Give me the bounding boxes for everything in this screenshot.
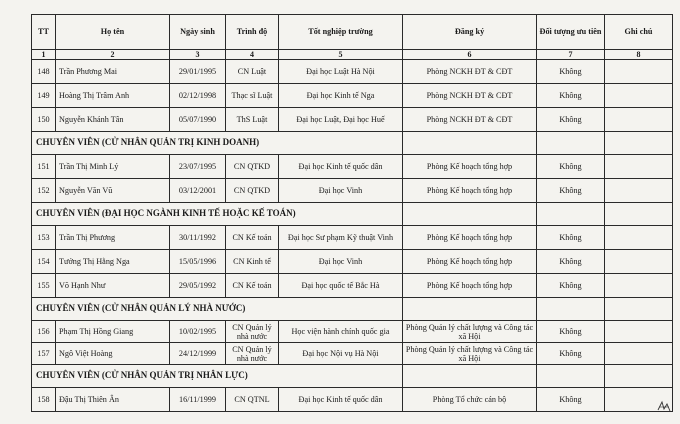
candidate-table: [31, 14, 673, 412]
table-row: [32, 250, 673, 274]
section-empty-cell: [403, 298, 537, 321]
cell-prio: Không: [537, 60, 605, 84]
cell-reg: Phòng NCKH ĐT & CĐT: [403, 60, 537, 84]
section-title: CHUYÊN VIÊN (CỬ NHÂN QUẢN LÝ NHÀ NƯỚC): [32, 298, 403, 321]
cell-tt: 152: [32, 179, 56, 203]
column-number-dob: 3: [170, 50, 226, 60]
cell-note: [605, 179, 673, 203]
table-row: [32, 321, 673, 343]
cell-reg: Phòng Kế hoạch tổng hợp: [403, 250, 537, 274]
cell-name: Trần Thị Minh Lý: [56, 155, 170, 179]
cell-prio: Không: [537, 274, 605, 298]
section-empty-cell: [537, 132, 605, 155]
cell-note: [605, 321, 673, 343]
cell-school: Đại học Vinh: [279, 179, 403, 203]
column-header-tt: TT: [32, 15, 56, 50]
cell-prio: Không: [537, 343, 605, 365]
cell-school: Đại học Luật, Đại học Huế: [279, 108, 403, 132]
cell-reg: Phòng NCKH ĐT & CĐT: [403, 84, 537, 108]
cell-school: Đại học Kinh tế Nga: [279, 84, 403, 108]
table-body: [32, 60, 673, 412]
section-empty-cell: [403, 365, 537, 388]
cell-level: CN QTKD: [226, 179, 279, 203]
cell-dob: 16/11/1999: [170, 388, 226, 412]
cell-level: CN QTKD: [226, 155, 279, 179]
section-empty-cell: [605, 203, 673, 226]
column-number-tt: 1: [32, 50, 56, 60]
column-header-prio: Đối tượng ưu tiên: [537, 15, 605, 50]
cell-tt: 148: [32, 60, 56, 84]
cell-name: Đậu Thị Thiên Ân: [56, 388, 170, 412]
cell-name: Nguyễn Khánh Tân: [56, 108, 170, 132]
cell-dob: 30/11/1992: [170, 226, 226, 250]
cell-level: CN Quản lý nhà nước: [226, 343, 279, 365]
section-row: [32, 203, 673, 226]
section-row: [32, 298, 673, 321]
column-header-note: Ghi chú: [605, 15, 673, 50]
table-row: [32, 108, 673, 132]
cell-prio: Không: [537, 321, 605, 343]
cell-dob: 24/12/1999: [170, 343, 226, 365]
column-header-school: Tốt nghiệp trường: [279, 15, 403, 50]
table-row: [32, 155, 673, 179]
section-row: [32, 132, 673, 155]
cell-name: Hoàng Thị Trâm Anh: [56, 84, 170, 108]
cell-reg: Phòng Tổ chức cán bộ: [403, 388, 537, 412]
cell-dob: 05/07/1990: [170, 108, 226, 132]
column-number-name: 2: [56, 50, 170, 60]
handwritten-mark-icon: [656, 398, 672, 414]
cell-school: Đại học quốc tế Bắc Hà: [279, 274, 403, 298]
cell-dob: 02/12/1998: [170, 84, 226, 108]
cell-tt: 157: [32, 343, 56, 365]
cell-note: [605, 155, 673, 179]
cell-prio: Không: [537, 84, 605, 108]
column-header-dob: Ngày sinh: [170, 15, 226, 50]
cell-school: Đại học Sư phạm Kỹ thuật Vinh: [279, 226, 403, 250]
cell-school: Đại học Luật Hà Nội: [279, 60, 403, 84]
cell-tt: 149: [32, 84, 56, 108]
column-header-name: Họ tên: [56, 15, 170, 50]
column-header-reg: Đăng ký: [403, 15, 537, 50]
column-number-prio: 7: [537, 50, 605, 60]
table-row: [32, 388, 673, 412]
cell-prio: Không: [537, 226, 605, 250]
section-empty-cell: [605, 298, 673, 321]
cell-tt: 158: [32, 388, 56, 412]
section-title: CHUYÊN VIÊN (CỬ NHÂN QUẢN TRỊ KINH DOANH): [32, 132, 403, 155]
cell-prio: Không: [537, 179, 605, 203]
cell-prio: Không: [537, 388, 605, 412]
cell-dob: 10/02/1995: [170, 321, 226, 343]
cell-note: [605, 343, 673, 365]
cell-name: Trần Thị Phương: [56, 226, 170, 250]
cell-tt: 151: [32, 155, 56, 179]
cell-level: CN Kinh tế: [226, 250, 279, 274]
cell-school: Đại học Nội vụ Hà Nội: [279, 343, 403, 365]
cell-name: Ngô Việt Hoàng: [56, 343, 170, 365]
section-title: CHUYÊN VIÊN (CỬ NHÂN QUẢN TRỊ NHÂN LỰC): [32, 365, 403, 388]
cell-dob: 23/07/1995: [170, 155, 226, 179]
column-number-reg: 6: [403, 50, 537, 60]
candidate-list-sheet: [31, 14, 673, 412]
cell-school: Đại học Vinh: [279, 250, 403, 274]
cell-tt: 150: [32, 108, 56, 132]
cell-dob: 03/12/2001: [170, 179, 226, 203]
column-header-level: Trình độ: [226, 15, 279, 50]
cell-dob: 15/05/1996: [170, 250, 226, 274]
cell-dob: 29/01/1995: [170, 60, 226, 84]
cell-dob: 29/05/1992: [170, 274, 226, 298]
cell-tt: 154: [32, 250, 56, 274]
cell-school: Đại học Kinh tế quốc dân: [279, 155, 403, 179]
cell-note: [605, 108, 673, 132]
cell-level: Thạc sĩ Luật: [226, 84, 279, 108]
section-empty-cell: [537, 203, 605, 226]
column-number-level: 4: [226, 50, 279, 60]
cell-note: [605, 84, 673, 108]
cell-level: CN QTNL: [226, 388, 279, 412]
cell-level: ThS Luật: [226, 108, 279, 132]
table-row: [32, 226, 673, 250]
cell-school: Đại học Kinh tế quốc dân: [279, 388, 403, 412]
section-row: [32, 365, 673, 388]
header-row: [32, 15, 673, 50]
cell-note: [605, 274, 673, 298]
section-empty-cell: [605, 365, 673, 388]
column-number-note: 8: [605, 50, 673, 60]
cell-reg: Phòng Kế hoạch tổng hợp: [403, 179, 537, 203]
section-empty-cell: [537, 365, 605, 388]
cell-name: Tưởng Thị Hằng Nga: [56, 250, 170, 274]
cell-name: Trần Phương Mai: [56, 60, 170, 84]
cell-name: Võ Hạnh Như: [56, 274, 170, 298]
cell-prio: Không: [537, 250, 605, 274]
cell-level: CN Luật: [226, 60, 279, 84]
cell-note: [605, 60, 673, 84]
cell-reg: Phòng Quản lý chất lượng và Công tác xã Hội: [403, 343, 537, 365]
cell-prio: Không: [537, 108, 605, 132]
column-number-school: 5: [279, 50, 403, 60]
cell-level: CN Quản lý nhà nước: [226, 321, 279, 343]
table-row: [32, 179, 673, 203]
cell-note: [605, 250, 673, 274]
section-empty-cell: [537, 298, 605, 321]
cell-tt: 156: [32, 321, 56, 343]
cell-reg: Phòng NCKH ĐT & CĐT: [403, 108, 537, 132]
section-empty-cell: [403, 203, 537, 226]
cell-tt: 155: [32, 274, 56, 298]
cell-reg: Phòng Kế hoạch tổng hợp: [403, 155, 537, 179]
table-row: [32, 60, 673, 84]
cell-school: Học viện hành chính quốc gia: [279, 321, 403, 343]
cell-level: CN Kế toán: [226, 274, 279, 298]
section-empty-cell: [605, 132, 673, 155]
table-row: [32, 343, 673, 365]
section-empty-cell: [403, 132, 537, 155]
cell-name: Nguyễn Văn Vũ: [56, 179, 170, 203]
cell-level: CN Kế toán: [226, 226, 279, 250]
cell-tt: 153: [32, 226, 56, 250]
table-row: [32, 84, 673, 108]
column-number-row: [32, 50, 673, 60]
cell-reg: Phòng Kế hoạch tổng hợp: [403, 226, 537, 250]
cell-name: Phạm Thị Hồng Giang: [56, 321, 170, 343]
cell-reg: Phòng Kế hoạch tổng hợp: [403, 274, 537, 298]
cell-reg: Phòng Quản lý chất lượng và Công tác xã Hội: [403, 321, 537, 343]
section-title: CHUYÊN VIÊN (ĐẠI HỌC NGÀNH KINH TẾ HOẶC KẾ TOÁN): [32, 203, 403, 226]
cell-prio: Không: [537, 155, 605, 179]
cell-note: [605, 226, 673, 250]
table-row: [32, 274, 673, 298]
